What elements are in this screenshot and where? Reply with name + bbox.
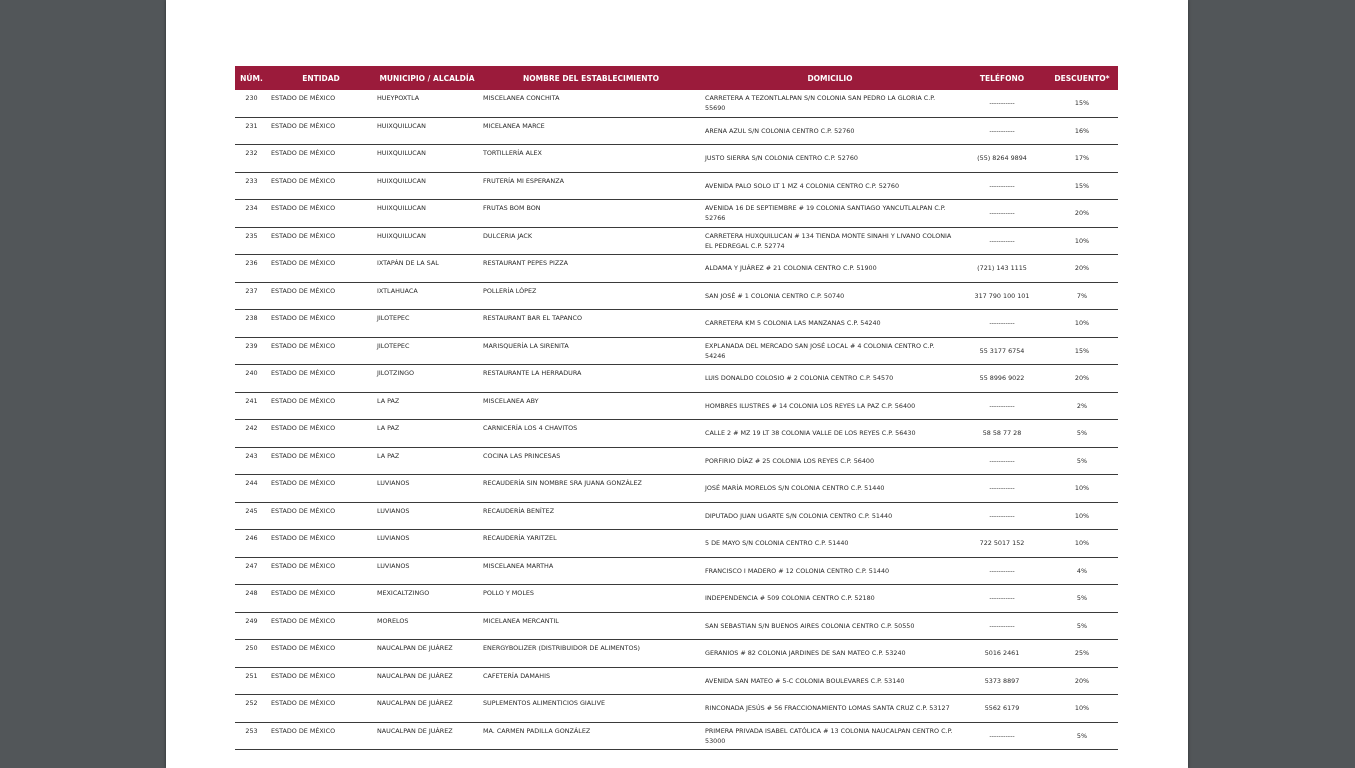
row-telefono: -----------: [958, 585, 1046, 613]
row-descuento: 7%: [1046, 282, 1118, 310]
row-telefono: 317 790 100 101: [958, 282, 1046, 310]
row-num: 253: [235, 722, 268, 750]
row-municipio: HUIXQUILUCAN: [374, 172, 480, 200]
row-descuento: 20%: [1046, 200, 1118, 228]
row-telefono: 58 58 77 28: [958, 420, 1046, 448]
establishments-table: [235, 66, 1118, 750]
row-entidad: ESTADO DE MÉXICO: [268, 200, 374, 228]
row-descuento: 25%: [1046, 640, 1118, 668]
table-row: [235, 392, 1118, 420]
row-nombre: MISCELANEA CONCHITA: [480, 90, 702, 117]
row-telefono: (55) 8264 9894: [958, 145, 1046, 173]
row-domicilio: AVENIDA 16 DE SEPTIEMBRE # 19 COLONIA SANTIAGO YANCUTLALPAN C.P. 52766: [702, 200, 958, 228]
row-descuento: 20%: [1046, 365, 1118, 393]
row-municipio: HUIXQUILUCAN: [374, 117, 480, 145]
row-entidad: ESTADO DE MÉXICO: [268, 172, 374, 200]
row-domicilio: ALDAMA Y JUÁREZ # 21 COLONIA CENTRO C.P. 51900: [702, 255, 958, 283]
row-domicilio: DIPUTADO JUAN UGARTE S/N COLONIA CENTRO C.P. 51440: [702, 502, 958, 530]
row-entidad: ESTADO DE MÉXICO: [268, 420, 374, 448]
header-entidad: ENTIDAD: [268, 66, 374, 90]
table-row: [235, 227, 1118, 255]
table-row: [235, 722, 1118, 750]
row-nombre: RECAUDERÍA BENÍTEZ: [480, 502, 702, 530]
row-num: 248: [235, 585, 268, 613]
header-municipio: MUNICIPIO / ALCALDÍA: [374, 66, 480, 90]
row-domicilio: JUSTO SIERRA S/N COLONIA CENTRO C.P. 52760: [702, 145, 958, 173]
table-row: [235, 145, 1118, 173]
table-row: [235, 447, 1118, 475]
row-nombre: RECAUDERÍA YARITZEL: [480, 530, 702, 558]
row-num: 238: [235, 310, 268, 338]
table-row: [235, 667, 1118, 695]
row-num: 246: [235, 530, 268, 558]
table-row: [235, 255, 1118, 283]
row-descuento: 15%: [1046, 172, 1118, 200]
row-entidad: ESTADO DE MÉXICO: [268, 117, 374, 145]
table-row: [235, 200, 1118, 228]
row-nombre: DULCERIA JACK: [480, 227, 702, 255]
header-num: NÚM.: [235, 66, 268, 90]
row-domicilio: SAN SEBASTIAN S/N BUENOS AIRES COLONIA CENTRO C.P. 50550: [702, 612, 958, 640]
row-domicilio: 5 DE MAYO S/N COLONIA CENTRO C.P. 51440: [702, 530, 958, 558]
row-municipio: JILOTEPEC: [374, 337, 480, 365]
row-num: 236: [235, 255, 268, 283]
row-entidad: ESTADO DE MÉXICO: [268, 612, 374, 640]
row-entidad: ESTADO DE MÉXICO: [268, 255, 374, 283]
row-domicilio: LUIS DONALDO COLOSIO # 2 COLONIA CENTRO C.P. 54570: [702, 365, 958, 393]
table-row: [235, 612, 1118, 640]
row-nombre: MISCELANEA MARTHA: [480, 557, 702, 585]
row-entidad: ESTADO DE MÉXICO: [268, 392, 374, 420]
row-domicilio: JOSÉ MARÍA MORELOS S/N COLONIA CENTRO C.P. 51440: [702, 475, 958, 503]
row-entidad: ESTADO DE MÉXICO: [268, 585, 374, 613]
row-descuento: 10%: [1046, 475, 1118, 503]
row-municipio: LUVIANOS: [374, 530, 480, 558]
header-nombre: NOMBRE DEL ESTABLECIMIENTO: [480, 66, 702, 90]
row-municipio: JILOTEPEC: [374, 310, 480, 338]
row-num: 252: [235, 695, 268, 723]
row-telefono: 55 8996 9022: [958, 365, 1046, 393]
row-descuento: 10%: [1046, 227, 1118, 255]
row-entidad: ESTADO DE MÉXICO: [268, 502, 374, 530]
row-telefono: -----------: [958, 557, 1046, 585]
row-entidad: ESTADO DE MÉXICO: [268, 695, 374, 723]
row-entidad: ESTADO DE MÉXICO: [268, 282, 374, 310]
row-telefono: 722 5017 152: [958, 530, 1046, 558]
row-descuento: 10%: [1046, 530, 1118, 558]
row-entidad: ESTADO DE MÉXICO: [268, 90, 374, 117]
row-num: 234: [235, 200, 268, 228]
row-nombre: FRUTERÍA MI ESPERANZA: [480, 172, 702, 200]
row-telefono: 5373 8897: [958, 667, 1046, 695]
row-num: 241: [235, 392, 268, 420]
row-telefono: 5562 6179: [958, 695, 1046, 723]
row-municipio: HUIXQUILUCAN: [374, 227, 480, 255]
row-descuento: 5%: [1046, 420, 1118, 448]
row-municipio: IXTLAHUACA: [374, 282, 480, 310]
row-domicilio: PRIMERA PRIVADA ISABEL CATÓLICA # 13 COLONIA NAUCALPAN CENTRO C.P. 53000: [702, 722, 958, 750]
table-row: [235, 365, 1118, 393]
row-nombre: MARISQUERÍA LA SIRENITA: [480, 337, 702, 365]
table-row: [235, 282, 1118, 310]
document-page: [166, 0, 1188, 768]
row-telefono: 5016 2461: [958, 640, 1046, 668]
row-domicilio: HOMBRES ILUSTRES # 14 COLONIA LOS REYES LA PAZ C.P. 56400: [702, 392, 958, 420]
row-descuento: 5%: [1046, 722, 1118, 750]
row-descuento: 17%: [1046, 145, 1118, 173]
row-entidad: ESTADO DE MÉXICO: [268, 530, 374, 558]
row-municipio: LA PAZ: [374, 447, 480, 475]
table-row: [235, 90, 1118, 117]
row-domicilio: CALLE 2 # MZ 19 LT 38 COLONIA VALLE DE LOS REYES C.P. 56430: [702, 420, 958, 448]
row-descuento: 10%: [1046, 310, 1118, 338]
row-descuento: 10%: [1046, 695, 1118, 723]
row-municipio: LA PAZ: [374, 420, 480, 448]
table-row: [235, 640, 1118, 668]
row-entidad: ESTADO DE MÉXICO: [268, 475, 374, 503]
row-domicilio: INDEPENDENCIA # 509 COLONIA CENTRO C.P. 52180: [702, 585, 958, 613]
row-domicilio: CARRETERA KM 5 COLONIA LAS MANZANAS C.P. 54240: [702, 310, 958, 338]
row-municipio: IXTAPÁN DE LA SAL: [374, 255, 480, 283]
row-municipio: MORELOS: [374, 612, 480, 640]
table-row: [235, 557, 1118, 585]
row-entidad: ESTADO DE MÉXICO: [268, 667, 374, 695]
table-row: [235, 585, 1118, 613]
row-nombre: SUPLEMENTOS ALIMENTICIOS GIALIVE: [480, 695, 702, 723]
row-municipio: LUVIANOS: [374, 557, 480, 585]
row-num: 235: [235, 227, 268, 255]
row-entidad: ESTADO DE MÉXICO: [268, 145, 374, 173]
row-entidad: ESTADO DE MÉXICO: [268, 227, 374, 255]
row-nombre: CARNICERÍA LOS 4 CHAVITOS: [480, 420, 702, 448]
row-nombre: MA. CARMEN PADILLA GONZÁLEZ: [480, 722, 702, 750]
row-telefono: -----------: [958, 200, 1046, 228]
row-domicilio: GERANIOS # 82 COLONIA JARDINES DE SAN MATEO C.P. 53240: [702, 640, 958, 668]
row-descuento: 5%: [1046, 612, 1118, 640]
row-telefono: -----------: [958, 502, 1046, 530]
row-num: 230: [235, 90, 268, 117]
row-domicilio: FRANCISCO I MADERO # 12 COLONIA CENTRO C.P. 51440: [702, 557, 958, 585]
row-telefono: -----------: [958, 117, 1046, 145]
row-descuento: 20%: [1046, 255, 1118, 283]
row-num: 250: [235, 640, 268, 668]
row-descuento: 20%: [1046, 667, 1118, 695]
row-nombre: MICELANEA MARCE: [480, 117, 702, 145]
row-domicilio: EXPLANADA DEL MERCADO SAN JOSÉ LOCAL # 4 COLONIA CENTRO C.P. 54246: [702, 337, 958, 365]
table-body: [235, 90, 1118, 750]
row-nombre: COCINA LAS PRINCESAS: [480, 447, 702, 475]
table-row: [235, 530, 1118, 558]
row-descuento: 15%: [1046, 90, 1118, 117]
row-municipio: JILOTZINGO: [374, 365, 480, 393]
row-telefono: -----------: [958, 612, 1046, 640]
row-municipio: LA PAZ: [374, 392, 480, 420]
row-municipio: NAUCALPAN DE JUÁREZ: [374, 640, 480, 668]
header-descuento: DESCUENTO*: [1046, 66, 1118, 90]
row-num: 247: [235, 557, 268, 585]
row-num: 231: [235, 117, 268, 145]
row-telefono: -----------: [958, 310, 1046, 338]
table-row: [235, 475, 1118, 503]
row-nombre: ENERGYBOLIZER (DISTRIBUIDOR DE ALIMENTOS): [480, 640, 702, 668]
row-descuento: 2%: [1046, 392, 1118, 420]
row-nombre: POLLO Y MOLES: [480, 585, 702, 613]
table-row: [235, 420, 1118, 448]
row-telefono: -----------: [958, 227, 1046, 255]
row-entidad: ESTADO DE MÉXICO: [268, 310, 374, 338]
table-row: [235, 502, 1118, 530]
header-telefono: TELÉFONO: [958, 66, 1046, 90]
table-row: [235, 172, 1118, 200]
row-descuento: 5%: [1046, 447, 1118, 475]
row-telefono: -----------: [958, 475, 1046, 503]
row-municipio: MEXICALTZINGO: [374, 585, 480, 613]
row-telefono: (721) 143 1115: [958, 255, 1046, 283]
row-municipio: NAUCALPAN DE JUÁREZ: [374, 667, 480, 695]
header-domicilio: DOMICILIO: [702, 66, 958, 90]
row-entidad: ESTADO DE MÉXICO: [268, 337, 374, 365]
table-row: [235, 695, 1118, 723]
row-domicilio: ARENA AZUL S/N COLONIA CENTRO C.P. 52760: [702, 117, 958, 145]
row-municipio: LUVIANOS: [374, 502, 480, 530]
row-nombre: RECAUDERÍA SIN NOMBRE SRA JUANA GONZÁLEZ: [480, 475, 702, 503]
row-domicilio: CARRETERA HUXQUILUCAN # 134 TIENDA MONTE SINAHI Y LIVANO COLONIA EL PEDREGAL C.P. 52774: [702, 227, 958, 255]
row-telefono: -----------: [958, 722, 1046, 750]
row-num: 233: [235, 172, 268, 200]
row-domicilio: CARRETERA A TEZONTLALPAN S/N COLONIA SAN PEDRO LA GLORIA C.P. 55690: [702, 90, 958, 117]
row-descuento: 4%: [1046, 557, 1118, 585]
row-nombre: MISCELANEA ABY: [480, 392, 702, 420]
row-telefono: -----------: [958, 392, 1046, 420]
row-entidad: ESTADO DE MÉXICO: [268, 447, 374, 475]
row-entidad: ESTADO DE MÉXICO: [268, 557, 374, 585]
row-num: 245: [235, 502, 268, 530]
row-municipio: HUIXQUILUCAN: [374, 145, 480, 173]
row-domicilio: AVENIDA PALO SOLO LT 1 MZ 4 COLONIA CENTRO C.P. 52760: [702, 172, 958, 200]
row-nombre: RESTAURANT PEPES PIZZA: [480, 255, 702, 283]
row-domicilio: AVENIDA SAN MATEO # 5-C COLONIA BOULEVARES C.P. 53140: [702, 667, 958, 695]
row-nombre: RESTAURANT BAR EL TAPANCO: [480, 310, 702, 338]
table-row: [235, 337, 1118, 365]
row-municipio: NAUCALPAN DE JUÁREZ: [374, 722, 480, 750]
row-nombre: FRUTAS BOM BON: [480, 200, 702, 228]
row-num: 239: [235, 337, 268, 365]
row-domicilio: RINCONADA JESÚS # 56 FRACCIONAMIENTO LOMAS SANTA CRUZ C.P. 53127: [702, 695, 958, 723]
row-nombre: CAFETERÍA DAMAHIS: [480, 667, 702, 695]
row-descuento: 16%: [1046, 117, 1118, 145]
row-nombre: TORTILLERÍA ALEX: [480, 145, 702, 173]
row-telefono: -----------: [958, 172, 1046, 200]
row-nombre: POLLERÍA LÓPEZ: [480, 282, 702, 310]
row-num: 244: [235, 475, 268, 503]
row-entidad: ESTADO DE MÉXICO: [268, 640, 374, 668]
row-descuento: 5%: [1046, 585, 1118, 613]
row-num: 243: [235, 447, 268, 475]
row-municipio: HUIXQUILUCAN: [374, 200, 480, 228]
row-nombre: RESTAURANTE LA HERRADURA: [480, 365, 702, 393]
row-num: 251: [235, 667, 268, 695]
table-row: [235, 117, 1118, 145]
row-num: 240: [235, 365, 268, 393]
row-descuento: 10%: [1046, 502, 1118, 530]
row-municipio: HUEYPOXTLA: [374, 90, 480, 117]
row-entidad: ESTADO DE MÉXICO: [268, 722, 374, 750]
row-telefono: -----------: [958, 447, 1046, 475]
row-telefono: 55 3177 6754: [958, 337, 1046, 365]
row-nombre: MICELANEA MERCANTIL: [480, 612, 702, 640]
row-descuento: 15%: [1046, 337, 1118, 365]
table-header-row: [235, 66, 1118, 90]
row-telefono: -----------: [958, 90, 1046, 117]
table-row: [235, 310, 1118, 338]
row-num: 237: [235, 282, 268, 310]
row-municipio: LUVIANOS: [374, 475, 480, 503]
row-domicilio: PORFIRIO DÍAZ # 25 COLONIA LOS REYES C.P. 56400: [702, 447, 958, 475]
row-num: 242: [235, 420, 268, 448]
row-entidad: ESTADO DE MÉXICO: [268, 365, 374, 393]
row-municipio: NAUCALPAN DE JUÁREZ: [374, 695, 480, 723]
row-domicilio: SAN JOSÉ # 1 COLONIA CENTRO C.P. 50740: [702, 282, 958, 310]
row-num: 249: [235, 612, 268, 640]
row-num: 232: [235, 145, 268, 173]
